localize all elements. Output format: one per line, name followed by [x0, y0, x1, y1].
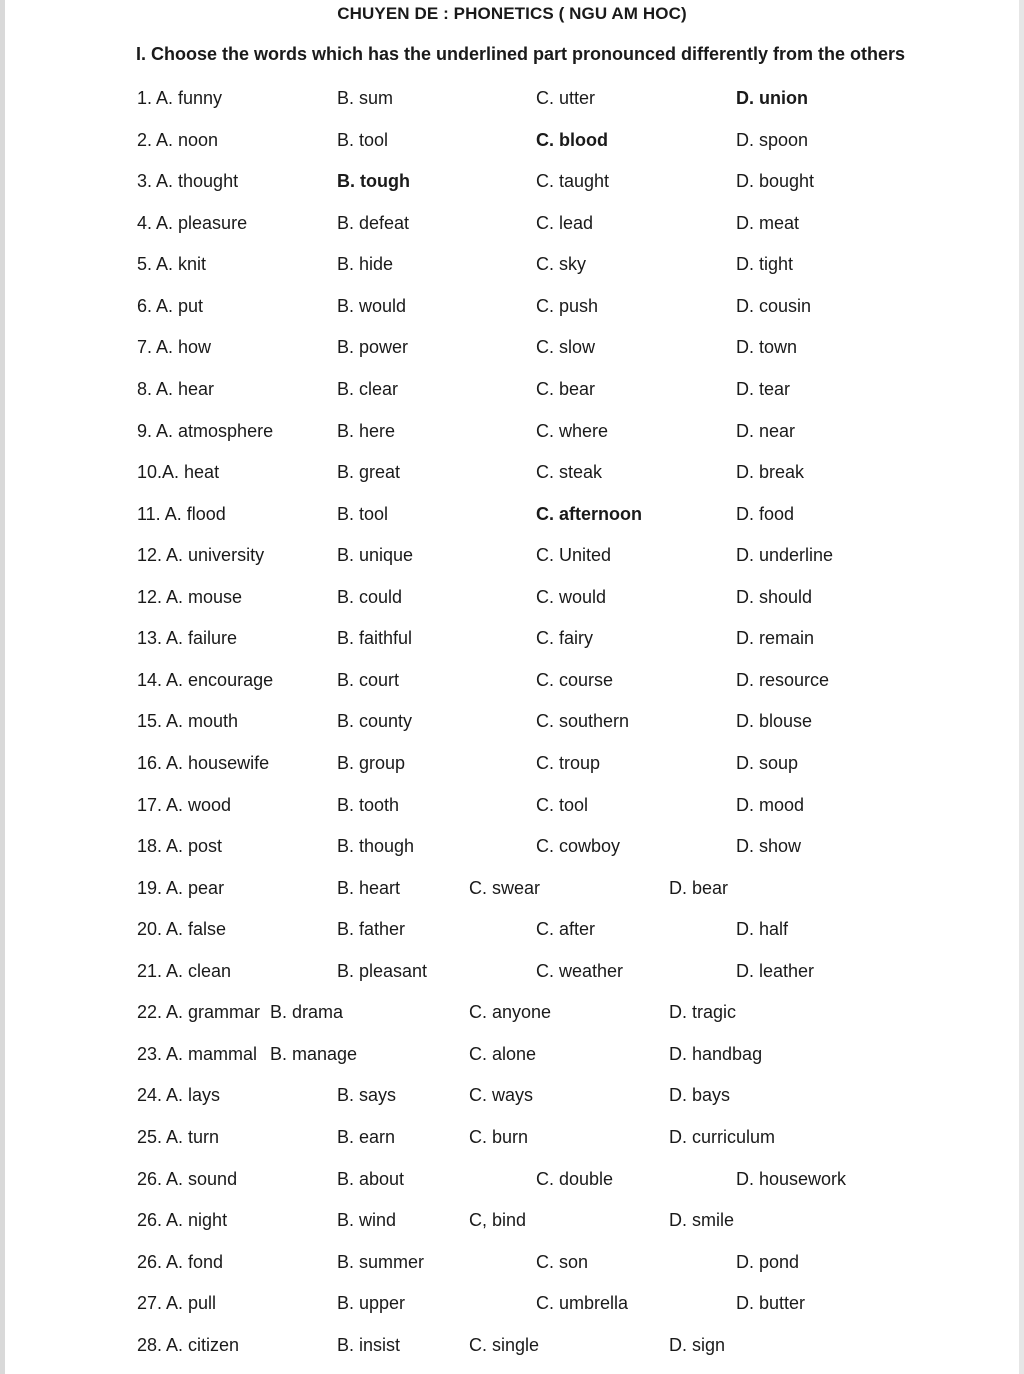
option-a: 7. A. how [137, 337, 212, 357]
option-d: D. near [736, 421, 796, 441]
option-a: 18. A. post [137, 836, 223, 856]
question-row [0, 375, 1024, 403]
option-d: D. tear [736, 379, 791, 399]
option-b: B. tool [337, 130, 389, 150]
option-a: 17. A. wood [137, 795, 232, 815]
option-d: D. housework [736, 1169, 847, 1189]
option-b: B. hide [337, 254, 394, 274]
document-title: CHUYEN DE : PHONETICS ( NGU AM HOC) [337, 4, 687, 23]
option-b: B. here [337, 421, 396, 441]
option-b: B. power [337, 337, 409, 357]
option-d: D. smile [669, 1210, 735, 1230]
option-d: D. spoon [736, 130, 809, 150]
option-c: C. swear [469, 878, 541, 898]
option-c: C. anyone [469, 1002, 552, 1022]
option-a: 2. A. noon [137, 130, 219, 150]
option-c: C. steak [536, 462, 603, 482]
question-row [0, 541, 1024, 569]
option-b: B. sum [337, 88, 394, 108]
option-a: 1. A. funny [137, 88, 223, 108]
option-c: C. United [536, 545, 612, 565]
question-row [0, 84, 1024, 112]
option-d: D. bays [669, 1085, 731, 1105]
option-d: D. tragic [669, 1002, 737, 1022]
option-d: D. break [736, 462, 805, 482]
question-row [0, 707, 1024, 735]
option-c: C. utter [536, 88, 596, 108]
option-a: 20. A. false [137, 919, 227, 939]
option-b: B. summer [337, 1252, 425, 1272]
option-c: C. tool [536, 795, 589, 815]
option-b: B. defeat [337, 213, 410, 233]
question-row [0, 1123, 1024, 1151]
option-a: 16. A. housewife [137, 753, 270, 773]
option-a: 14. A. encourage [137, 670, 274, 690]
option-c: C. weather [536, 961, 624, 981]
option-d: D. food [736, 504, 795, 524]
option-d: D. meat [736, 213, 800, 233]
option-c: C. alone [469, 1044, 537, 1064]
option-d: D. show [736, 836, 802, 856]
option-a: 26. A. fond [137, 1252, 224, 1272]
option-b: B. group [337, 753, 406, 773]
option-b: B. manage [270, 1044, 358, 1064]
option-a: 12. A. mouse [137, 587, 243, 607]
question-row [0, 167, 1024, 195]
option-c: C. cowboy [536, 836, 621, 856]
option-c: C, bind [469, 1210, 527, 1230]
option-a: 9. A. atmosphere [137, 421, 274, 441]
option-a: 21. A. clean [137, 961, 232, 981]
option-a: 12. A. university [137, 545, 265, 565]
option-a: 25. A. turn [137, 1127, 220, 1147]
option-d: D. bought [736, 171, 815, 191]
question-row [0, 583, 1024, 611]
option-c: C. fairy [536, 628, 594, 648]
option-b: B. though [337, 836, 415, 856]
question-row [0, 874, 1024, 902]
option-d: D. town [736, 337, 798, 357]
option-a: 26. A. night [137, 1210, 228, 1230]
question-row [0, 209, 1024, 237]
option-b: B. clear [337, 379, 399, 399]
option-d: D. underline [736, 545, 834, 565]
option-d: D. should [736, 587, 813, 607]
question-row [0, 126, 1024, 154]
option-c: C. blood [536, 130, 608, 150]
option-c: C. umbrella [536, 1293, 629, 1313]
option-b: B. county [337, 711, 413, 731]
option-b: B. great [337, 462, 401, 482]
question-row [0, 250, 1024, 278]
option-b: B. father [337, 919, 406, 939]
option-a: 13. A. failure [137, 628, 238, 648]
option-a: 11. A. flood [137, 504, 226, 524]
option-d: D. tight [736, 254, 794, 274]
option-a: 6. A. put [137, 296, 204, 316]
option-b: B. says [337, 1085, 397, 1105]
option-c: C. single [469, 1335, 540, 1355]
option-b: B. wind [337, 1210, 397, 1230]
instruction-heading: I. Choose the words which has the underlined part pronounced differently from the others [136, 44, 906, 64]
option-d: D. mood [736, 795, 805, 815]
option-a: 8. A. hear [137, 379, 215, 399]
option-c: C. lead [536, 213, 594, 233]
option-c: C. afternoon [536, 504, 642, 524]
option-d: D. handbag [669, 1044, 763, 1064]
option-b: B. would [337, 296, 407, 316]
option-d: D. resource [736, 670, 830, 690]
option-b: B. faithful [337, 628, 413, 648]
question-row [0, 791, 1024, 819]
option-b: B. court [337, 670, 400, 690]
option-a: 5. A. knit [137, 254, 207, 274]
option-d: D. remain [736, 628, 815, 648]
question-row [0, 333, 1024, 361]
option-a: 19. A. pear [137, 878, 225, 898]
option-b: B. drama [270, 1002, 344, 1022]
question-row [0, 624, 1024, 652]
option-c: C. ways [469, 1085, 534, 1105]
option-a: 26. A. sound [137, 1169, 238, 1189]
option-a: 3. A. thought [137, 171, 239, 191]
option-c: C. sky [536, 254, 587, 274]
question-row [0, 500, 1024, 528]
option-d: D. union [736, 88, 808, 108]
option-a: 15. A. mouth [137, 711, 239, 731]
question-row [0, 1248, 1024, 1276]
question-row [0, 1331, 1024, 1359]
option-c: C. course [536, 670, 614, 690]
option-b: B. could [337, 587, 403, 607]
option-c: C. would [536, 587, 607, 607]
option-c: C. son [536, 1252, 589, 1272]
option-d: D. soup [736, 753, 799, 773]
option-d: D. sign [669, 1335, 726, 1355]
option-c: C. after [536, 919, 596, 939]
option-d: D. butter [736, 1293, 806, 1313]
option-c: C. push [536, 296, 599, 316]
option-b: B. earn [337, 1127, 396, 1147]
option-b: B. about [337, 1169, 405, 1189]
option-d: D. leather [736, 961, 815, 981]
option-b: B. insist [337, 1335, 401, 1355]
option-a: 28. A. citizen [137, 1335, 240, 1355]
option-b: B. heart [337, 878, 401, 898]
option-c: C. taught [536, 171, 610, 191]
option-d: D. half [736, 919, 789, 939]
option-b: B. tooth [337, 795, 400, 815]
question-row [0, 998, 1024, 1026]
option-c: C. bear [536, 379, 596, 399]
question-row [0, 832, 1024, 860]
option-a: 23. A. mammal [137, 1044, 258, 1064]
question-row [0, 749, 1024, 777]
option-d: D. cousin [736, 296, 812, 316]
option-d: D. curriculum [669, 1127, 776, 1147]
question-row [0, 1165, 1024, 1193]
option-a: 22. A. grammar [137, 1002, 261, 1022]
option-a: 4. A. pleasure [137, 213, 248, 233]
option-b: B. upper [337, 1293, 406, 1313]
option-b: B. pleasant [337, 961, 428, 981]
question-row [0, 417, 1024, 445]
question-row [0, 957, 1024, 985]
option-c: C. slow [536, 337, 596, 357]
option-d: D. bear [669, 878, 729, 898]
option-a: 10.A. heat [137, 462, 220, 482]
question-row [0, 1040, 1024, 1068]
option-d: D. blouse [736, 711, 813, 731]
option-c: C. double [536, 1169, 614, 1189]
question-row [0, 666, 1024, 694]
option-b: B. tough [337, 171, 410, 191]
option-c: C. troup [536, 753, 601, 773]
option-b: B. tool [337, 504, 389, 524]
question-row [0, 1289, 1024, 1317]
option-c: C. burn [469, 1127, 529, 1147]
option-c: C. southern [536, 711, 630, 731]
question-row [0, 458, 1024, 486]
question-row [0, 292, 1024, 320]
option-b: B. unique [337, 545, 414, 565]
option-d: D. pond [736, 1252, 800, 1272]
option-a: 27. A. pull [137, 1293, 217, 1313]
option-c: C. where [536, 421, 609, 441]
option-a: 24. A. lays [137, 1085, 221, 1105]
question-row [0, 1081, 1024, 1109]
question-row [0, 1206, 1024, 1234]
question-row [0, 915, 1024, 943]
